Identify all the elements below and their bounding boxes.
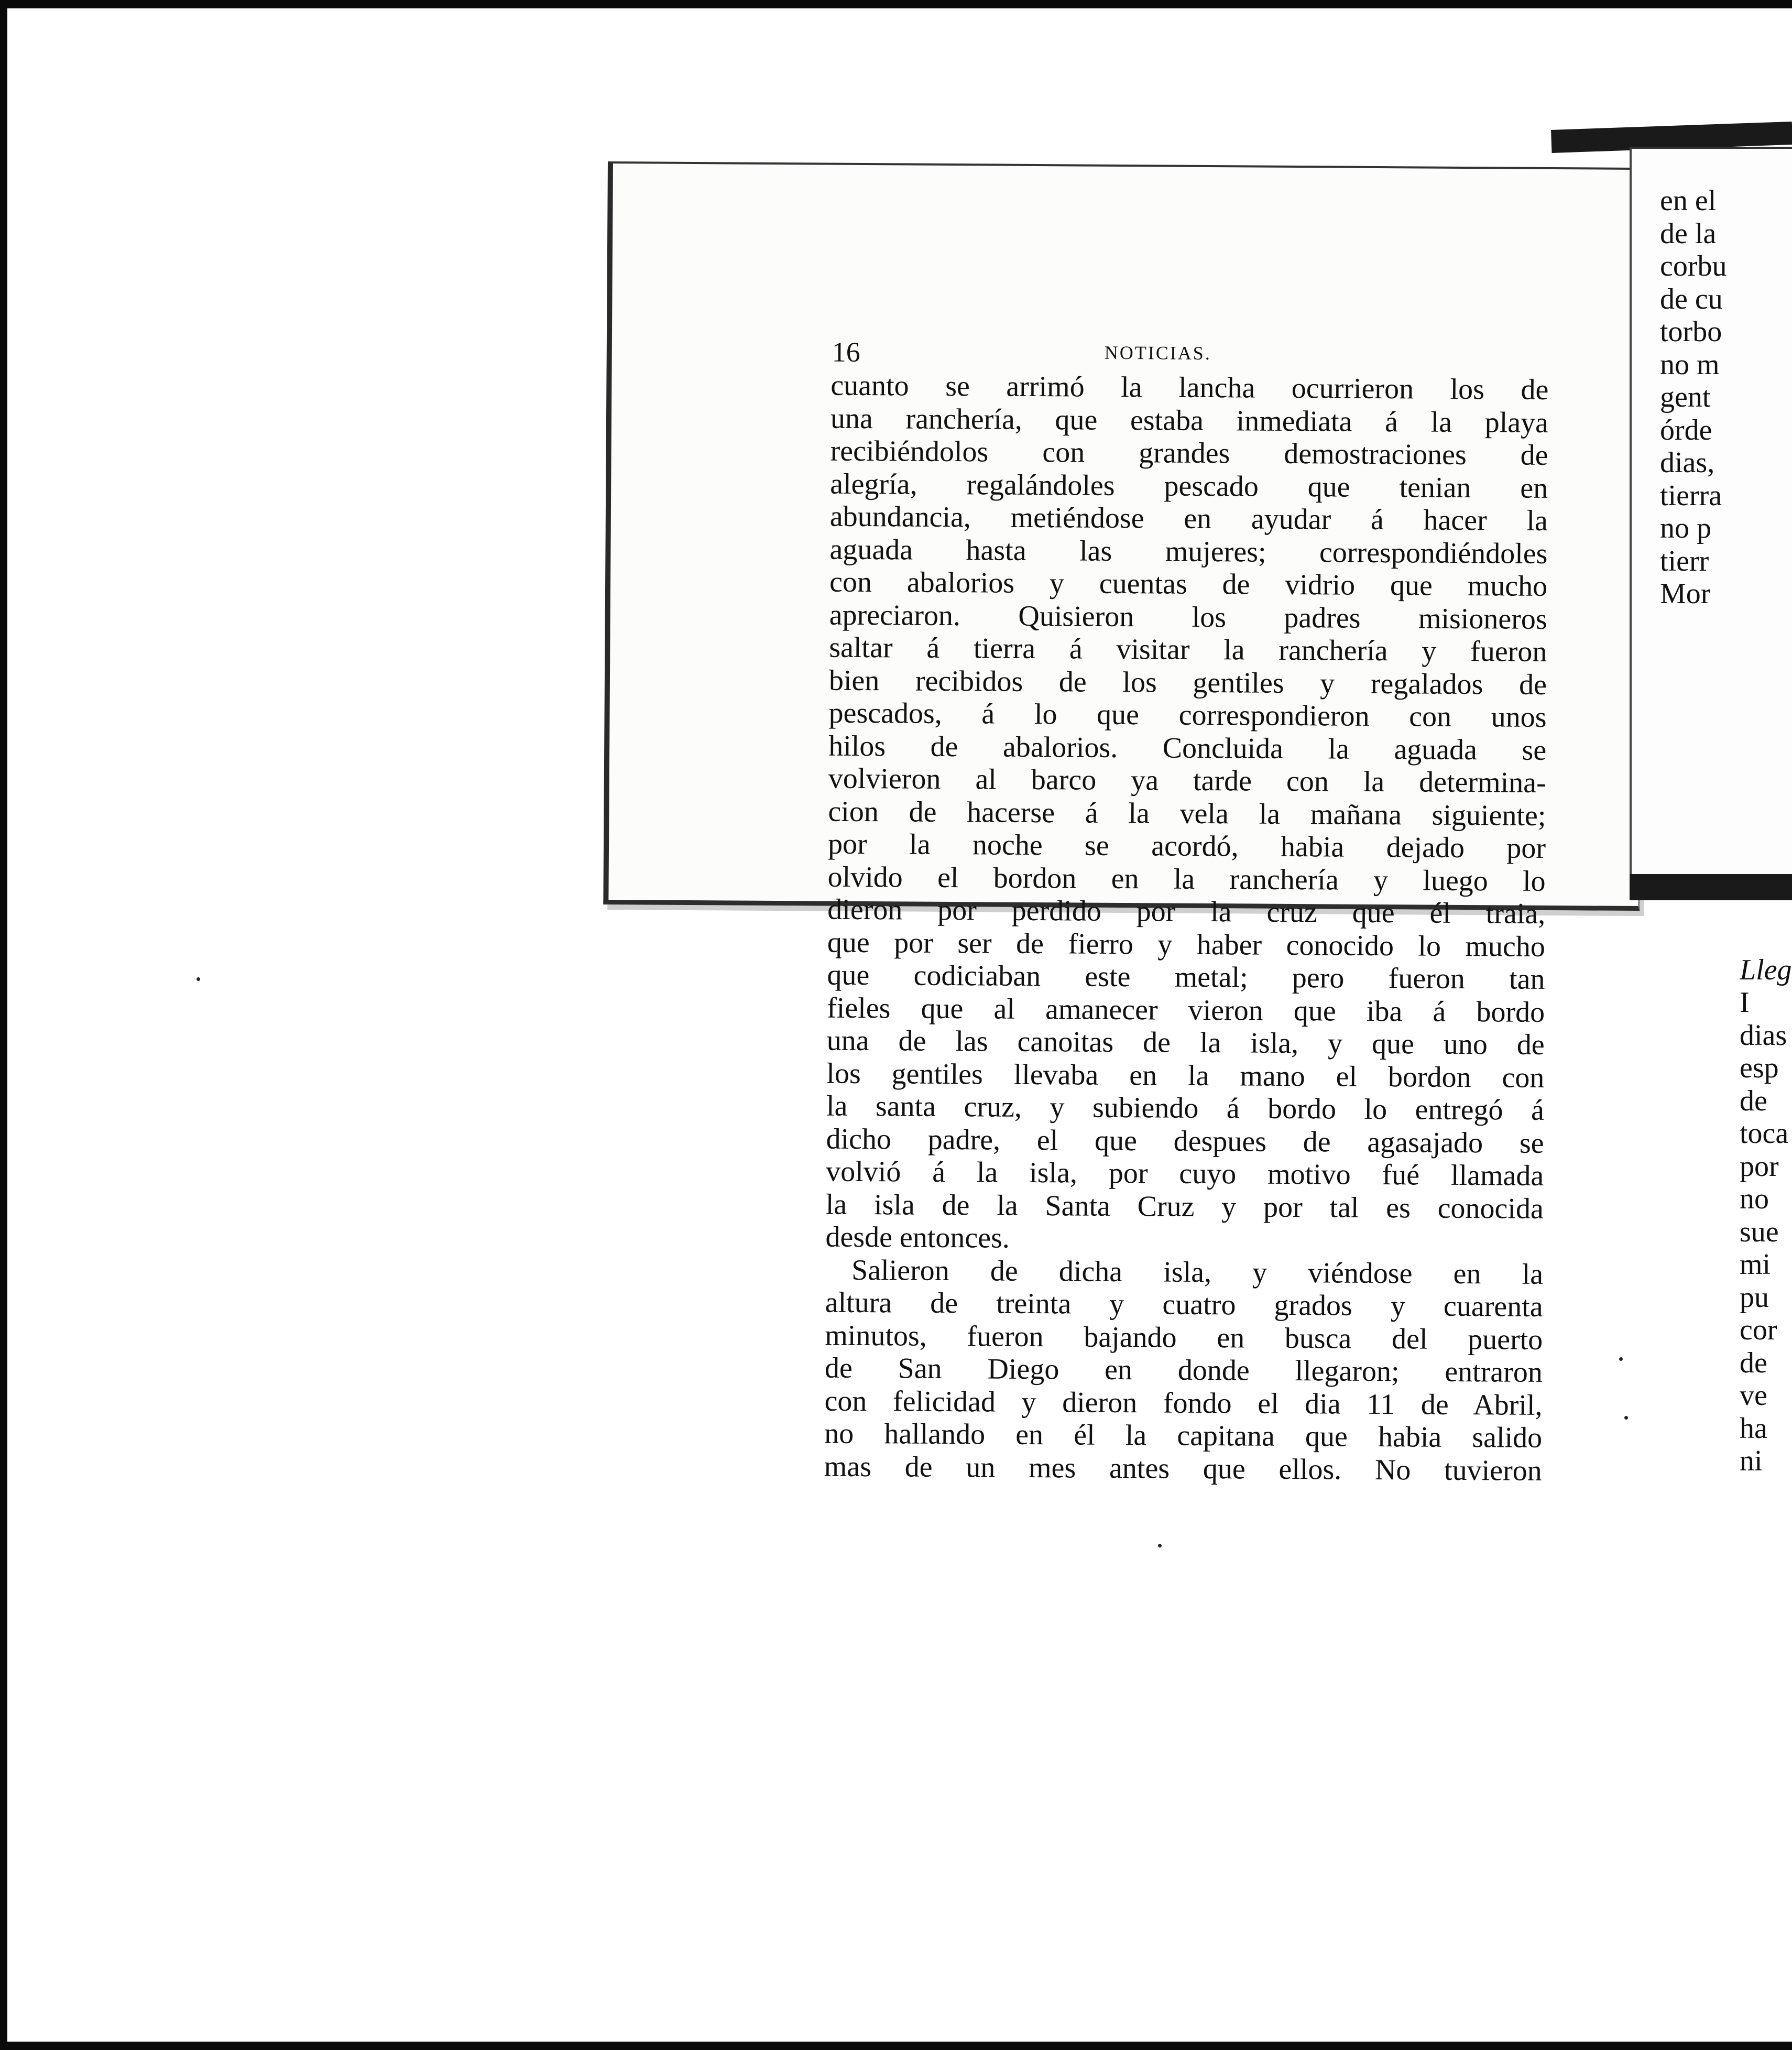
right-page-line-fragment: en el: [1660, 184, 1717, 217]
text-line: alegría, regalándoles pescado que tenian en: [830, 467, 1548, 505]
right-page-line-fragment: I: [1740, 986, 1750, 1019]
text-line: cion de hacerse á la vela la mañana siguiente;: [828, 795, 1546, 832]
text-line: olvido el bordon en la ranchería y luego lo: [827, 860, 1546, 898]
text-line: aguada hasta las mujeres; correspondiéndoles: [829, 533, 1548, 570]
text-line: abundancia, metiéndose en ayudar á hacer la: [829, 500, 1548, 537]
right-page-heading-fragment: Lleg: [1740, 954, 1792, 986]
speck: [196, 977, 200, 981]
photo-frame-left: [0, 0, 7, 2050]
text-line: una de las canoitas de la isla, y que uno de: [826, 1024, 1545, 1061]
text-line: recibiéndolos con grandes demostraciones de: [830, 434, 1548, 472]
text-line: cuanto se arrimó la lancha ocurrieron los de: [831, 369, 1549, 406]
text-line: dieron por perdido por la cruz que él traia,: [827, 893, 1546, 930]
right-page-line-fragment: dias: [1740, 1019, 1787, 1052]
book-cover-edge-bottom: [1630, 874, 1792, 900]
text-line: dicho padre, el que despues de agasajado se: [826, 1122, 1544, 1160]
text-line: apreciaron. Quisieron los padres misioneros: [829, 598, 1547, 636]
right-page-line-fragment: pu: [1740, 1281, 1769, 1314]
right-page-line-fragment: por: [1740, 1150, 1779, 1183]
right-page-line-fragment: no: [1740, 1183, 1769, 1215]
right-page-text-bottom: [1740, 986, 1792, 1478]
running-head: [832, 336, 1555, 372]
text-line: mas de un mes antes que ellos. No tuvieron: [824, 1450, 1542, 1487]
text-line: volvieron al barco ya tarde con la determina-: [828, 762, 1546, 799]
text-line: la isla de la Santa Cruz y por tal es conocida: [825, 1188, 1544, 1225]
right-page-line-fragment: ha: [1740, 1412, 1767, 1445]
right-page-line-fragment: toca: [1740, 1117, 1789, 1150]
text-line: desde entonces.: [825, 1220, 1010, 1255]
text-line: pescados, á lo que correspondieron con unos: [828, 696, 1547, 734]
right-page-line-fragment: de: [1740, 1346, 1767, 1379]
text-line: con felicidad y dieron fondo el dia 11 de Abril,: [824, 1384, 1543, 1422]
speck: [1619, 1357, 1623, 1361]
right-page-line-fragment: esp: [1740, 1052, 1779, 1084]
photo-frame-top: [0, 0, 1792, 8]
text-line: de San Diego en donde llegaron; entraron: [824, 1351, 1543, 1389]
text-line: minutos, fueron bajando en busca del puerto: [825, 1319, 1543, 1356]
right-page-line-fragment: cor: [1740, 1314, 1777, 1346]
text-line: la santa cruz, y subiendo á bordo lo entregó á: [826, 1089, 1545, 1127]
right-page-line-fragment: de: [1740, 1084, 1767, 1117]
right-page-line-fragment: órde: [1660, 413, 1712, 446]
right-page-line-fragment: torbo: [1660, 315, 1722, 348]
running-head-title: NOTICIAS.: [1104, 342, 1211, 364]
text-line: que por ser de fierro y haber conocido lo mucho: [827, 926, 1546, 963]
left-book-page: [603, 161, 1644, 1487]
text-line: una ranchería, que estaba inmediata á la playa: [830, 402, 1549, 439]
text-line: fieles que al amanecer vieron que iba á bordo: [826, 991, 1545, 1029]
right-page-line-fragment: no p: [1660, 512, 1711, 544]
text-line: por la noche se acordó, habia dejado por: [827, 827, 1546, 865]
text-line: bien recibidos de los gentiles y regalados de: [828, 664, 1547, 701]
text-line: que codiciaban este metal; pero fueron tan: [827, 958, 1545, 996]
right-page-line-fragment: sue: [1740, 1215, 1779, 1248]
right-page-line-fragment: de cu: [1660, 282, 1723, 315]
text-line: los gentiles llevaba en la mano el bordon con: [826, 1057, 1545, 1094]
right-page-text-top: [1660, 184, 1792, 610]
right-page-line-fragment: dias,: [1660, 446, 1715, 479]
right-page-line-fragment: corbu: [1660, 250, 1727, 282]
text-line: Salieron de dicha isla, y viéndose en la: [851, 1253, 1544, 1291]
photo-frame-bottom: [0, 2042, 1792, 2050]
right-page-line-fragment: mi: [1740, 1248, 1771, 1281]
speck: [1158, 1544, 1162, 1547]
text-line: volvió á la isla, por cuyo motivo fué llamada: [826, 1155, 1544, 1192]
right-page-line-fragment: ve: [1740, 1379, 1767, 1412]
text-line: altura de treinta y cuatro grados y cuarenta: [825, 1286, 1543, 1323]
right-page-line-fragment: tierra: [1660, 479, 1722, 512]
text-line: hilos de abalorios. Concluida la aguada se: [828, 729, 1547, 767]
right-page-line-fragment: no m: [1660, 348, 1720, 381]
text-line: no hallando en él la capitana que habia salido: [824, 1417, 1543, 1454]
right-page-line-fragment: Mor: [1660, 577, 1711, 610]
body-text: [824, 369, 1549, 1487]
text-line: con abalorios y cuentas de vidrio que mucho: [829, 565, 1548, 603]
right-page-line-fragment: tierr: [1660, 544, 1709, 577]
speck: [1624, 1416, 1628, 1420]
right-page-line-fragment: ni: [1740, 1445, 1763, 1477]
right-page-line-fragment: gent: [1660, 381, 1711, 413]
text-line: saltar á tierra á visitar la ranchería y fueron: [829, 631, 1547, 668]
right-page-line-fragment: de la: [1660, 217, 1717, 250]
page-number: 16: [832, 336, 860, 368]
